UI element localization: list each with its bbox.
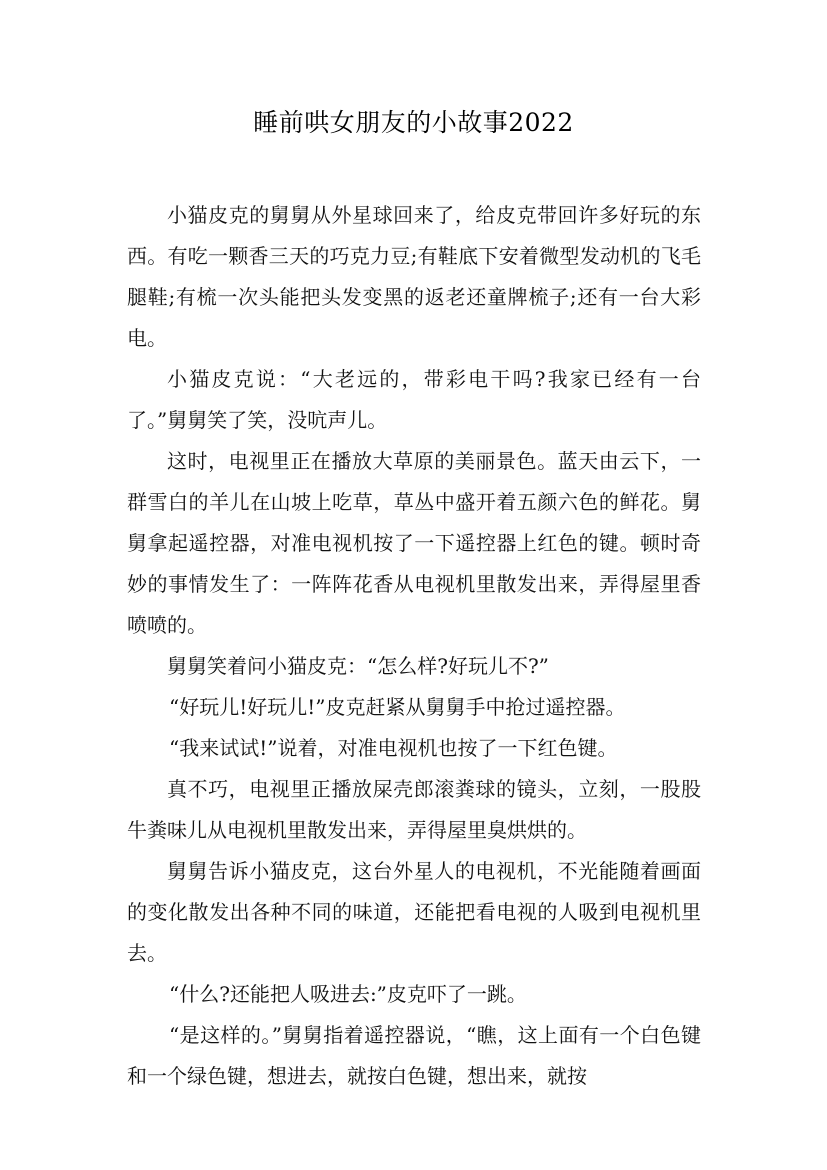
paragraph-6: “我来试试!”说着，对准电视机也按了一下红色键。 xyxy=(169,736,618,760)
paragraph-4: 舅舅笑着问小猫皮克：“怎么样?好玩儿不?” xyxy=(167,654,549,678)
paragraph-10: “是这样的。”舅舅指着遥控器说，“瞧，这上面有一个白色键和一个绿色键，想进去，就按白色键，想出来，就按 xyxy=(127,1023,701,1088)
paragraph-2: 小猫皮克说：“大老远的，带彩电干吗?我家已经有一台了。”舅舅笑了笑，没吭声儿。 xyxy=(127,367,701,432)
paragraph-1: 小猫皮克的舅舅从外星球回来了，给皮克带回许多好玩的东西。有吃一颗香三天的巧克力豆;有鞋底下安着微型发动机的飞毛腿鞋;有梳一次头能把头发变黑的返老还童牌梳子;还有一台大彩电。 xyxy=(127,203,701,350)
paragraph-3: 这时，电视里正在播放大草原的美丽景色。蓝天由云下，一群雪白的羊儿在山坡上吃草，草丛中盛开着五颜六色的鲜花。舅舅拿起遥控器，对准电视机按了一下遥控器上红色的键。顿时奇妙的事情发生了：一阵阵花香从电视机里散发出来，弄得屋里香喷喷的。 xyxy=(127,449,701,637)
paragraph-5: “好玩儿!好玩儿!”皮克赶紧从舅舅手中抢过遥控器。 xyxy=(169,695,626,719)
paragraph-9: “什么?还能把人吸进去:”皮克吓了一跳。 xyxy=(169,982,527,1006)
paragraph-8: 舅舅告诉小猫皮克，这台外星人的电视机，不光能随着画面的变化散发出各种不同的味道，还能把看电视的人吸到电视机里去。 xyxy=(127,859,701,965)
document-title: 睡前哄女朋友的小故事2022 xyxy=(253,108,574,137)
paragraph-7: 真不巧，电视里正播放屎壳郎滚粪球的镜头，立刻，一股股牛粪味儿从电视机里散发出来，弄得屋里臭烘烘的。 xyxy=(127,777,701,842)
document-body xyxy=(127,195,701,1097)
